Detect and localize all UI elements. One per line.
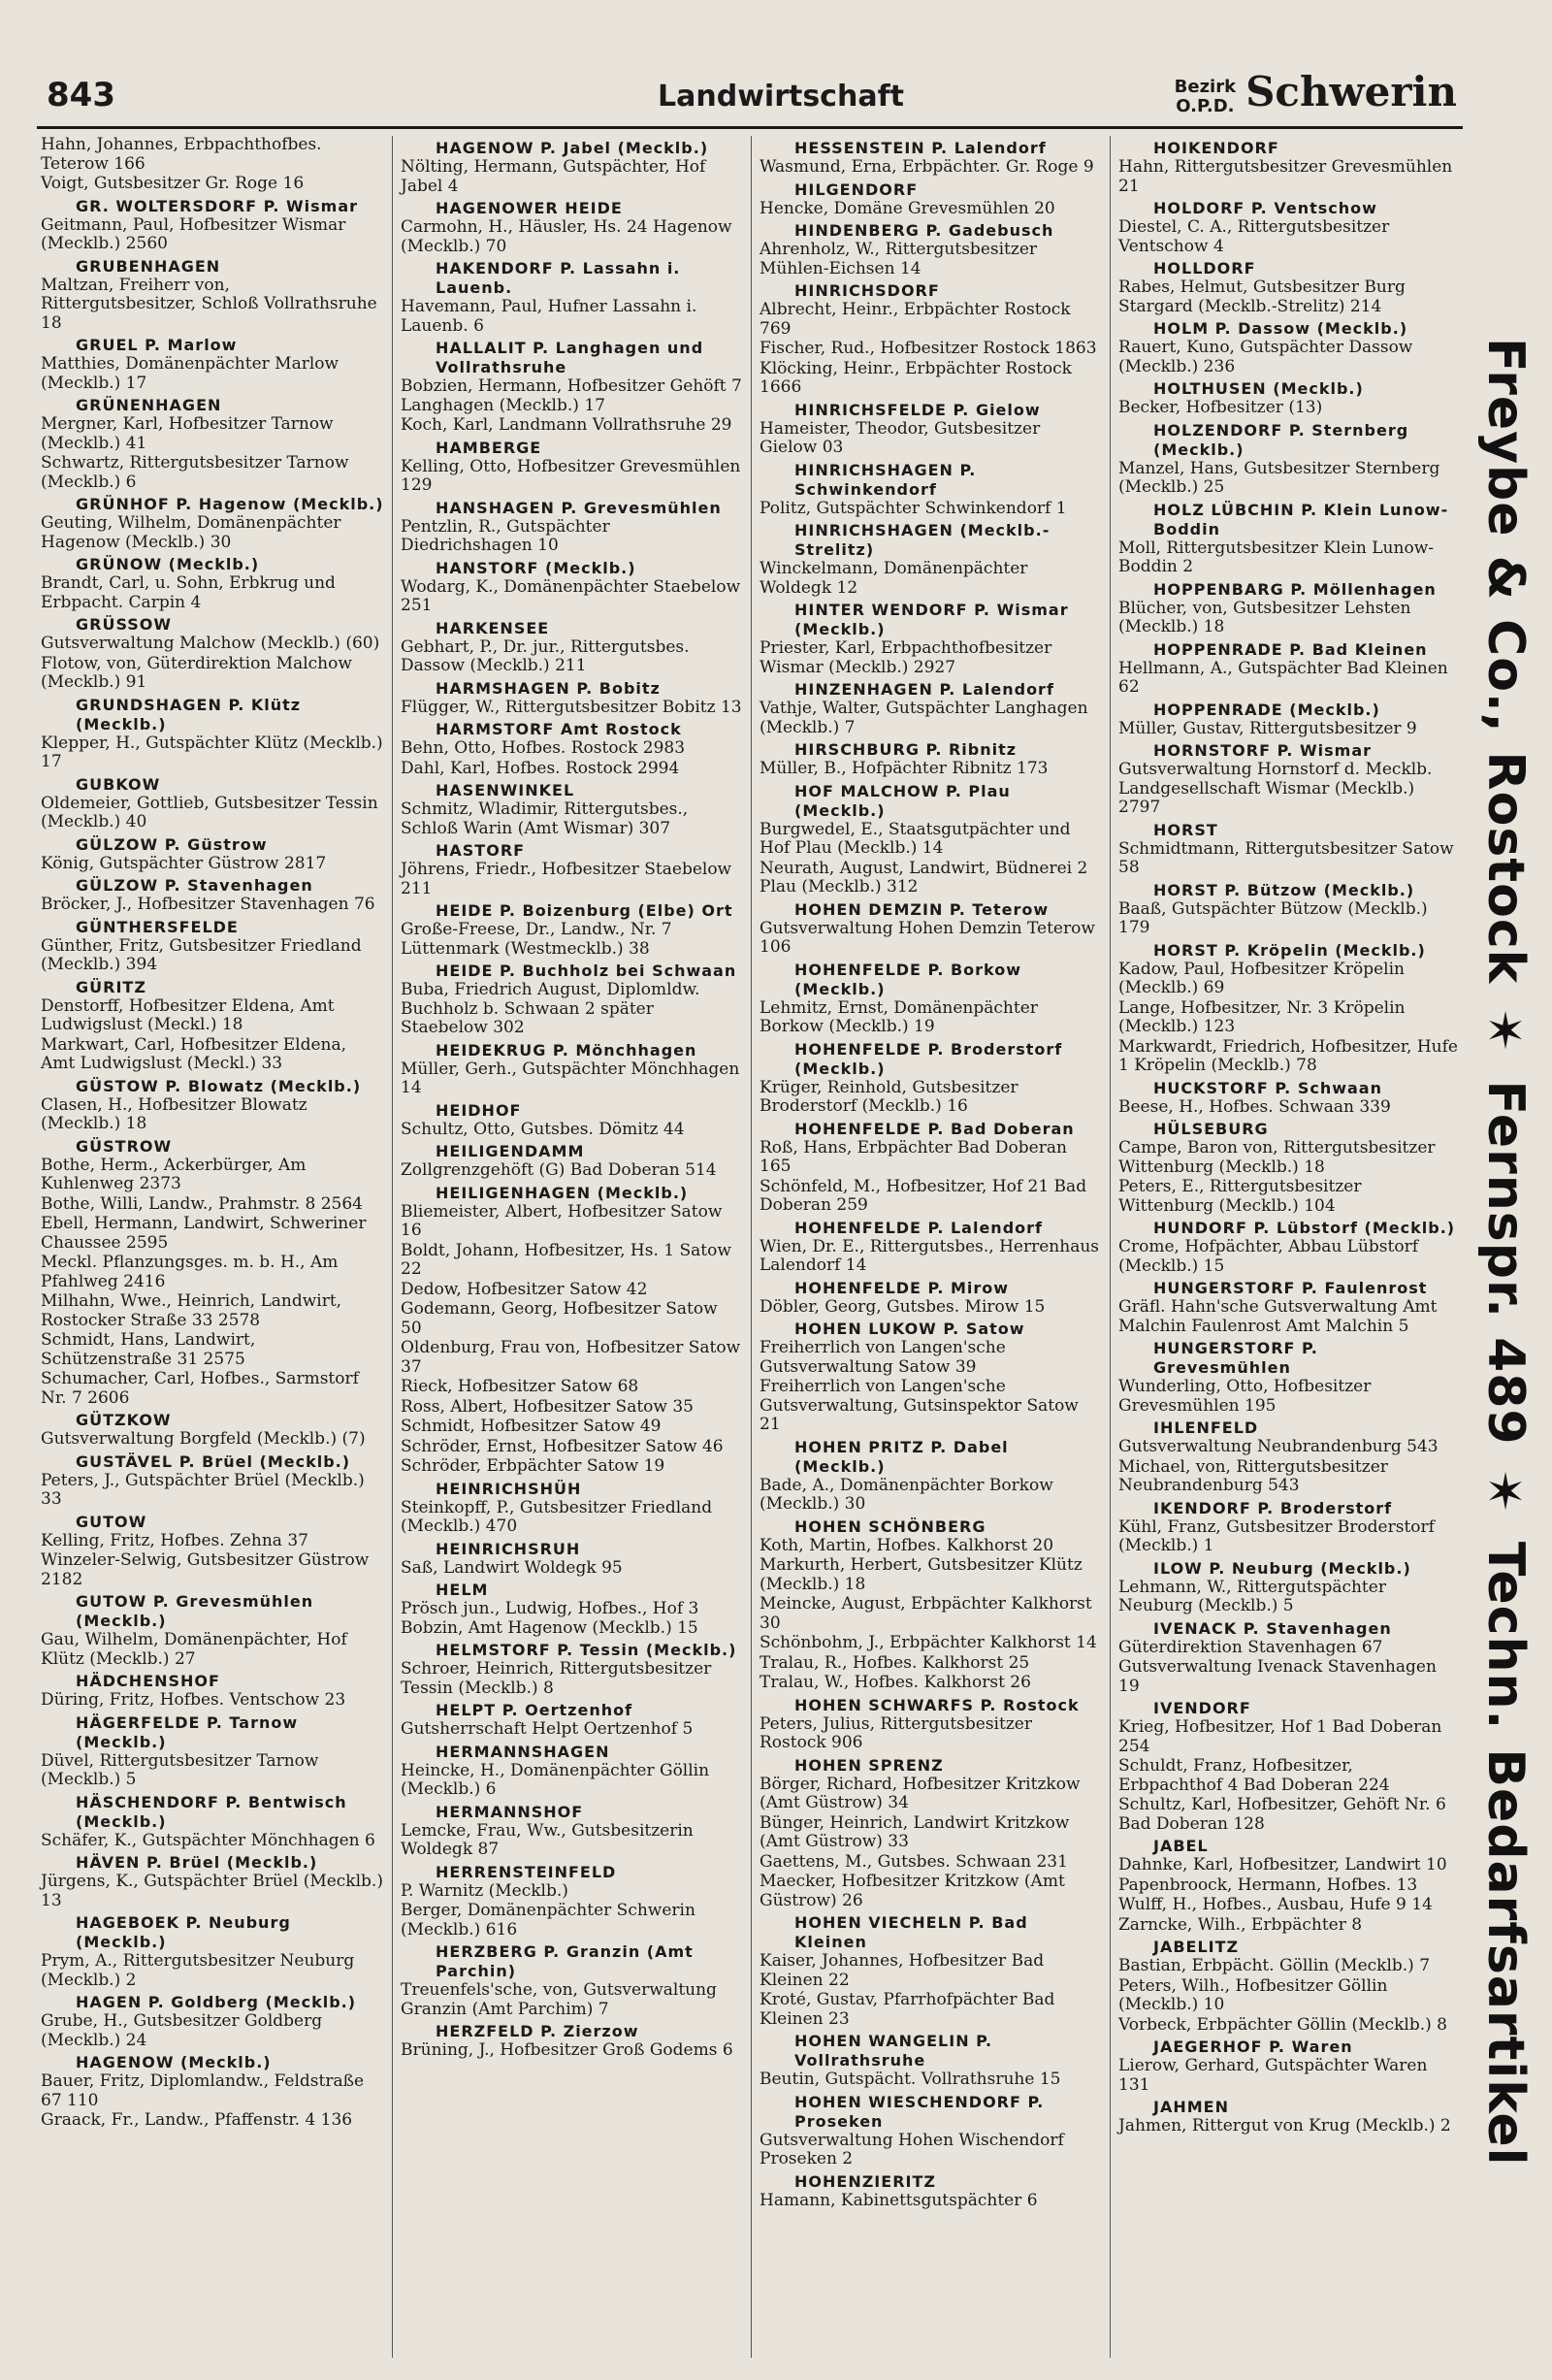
- column-1: [33, 136, 392, 2358]
- place-heading: GRUBENHAGEN: [76, 256, 221, 276]
- place-heading: HINRICHSFELDE P. Gielow: [794, 400, 1041, 419]
- directory-entry: Godemann, Georg, Hofbesitzer Satow 50: [401, 1299, 718, 1338]
- place-heading: HOHENFELDE P. Mirow: [794, 1278, 1010, 1297]
- directory-entry: Bauer, Fritz, Diplomlandw., Feldstraße 67 110: [41, 2071, 365, 2110]
- place-heading: GÜLZOW P. Stavenhagen: [76, 876, 313, 895]
- directory-entry: Kadow, Paul, Hofbesitzer Kröpelin (Mecklb.) 69: [1118, 959, 1405, 997]
- place-heading: HOPPENBARG P. Möllenhagen: [1153, 579, 1437, 599]
- directory-entry: Vathje, Walter, Gutspächter Langhagen (Mecklb.) 7: [760, 699, 1088, 737]
- place-heading: HOHENFELDE P. Lalendorf: [794, 1218, 1043, 1237]
- place-heading: HOHENFELDE P. Bad Doberan: [794, 1119, 1075, 1138]
- directory-entry: Gaettens, M., Gutsbes. Schwaan 231: [760, 1851, 1068, 1872]
- place-heading: HOHEN WIESCHENDORF P. Proseken: [794, 2092, 1045, 2131]
- directory-columns: [33, 136, 1469, 2358]
- directory-entry: Dedow, Hofbesitzer Satow 42: [401, 1279, 648, 1299]
- place-heading: HEIDEKRUG P. Mönchhagen: [436, 1040, 697, 1060]
- directory-entry: Flügger, W., Rittergutsbesitzer Bobitz 13: [401, 697, 742, 717]
- directory-entry: Lemcke, Frau, Ww., Gutsbesitzerin Woldegk 87: [401, 1820, 694, 1859]
- place-heading: GUSTÄVEL P. Brüel (Mecklb.): [76, 1451, 351, 1471]
- place-heading: JAHMEN: [1153, 2098, 1229, 2116]
- place-heading: HÄDCHENSHOF: [76, 1672, 220, 1690]
- place-heading: HILGENDORF: [794, 179, 919, 199]
- place-heading: HINDENBERG P. Gadebusch: [794, 221, 1054, 240]
- directory-entry: Koth, Martin, Hofbes. Kalkhorst 20: [760, 1535, 1054, 1555]
- advertisement-sidebar: [1467, 146, 1544, 2358]
- directory-entry: Kelling, Otto, Hofbesitzer Grevesmühlen 129: [401, 456, 741, 495]
- place-heading: HUNDORF P. Lübstorf (Mecklb.): [1153, 1219, 1456, 1237]
- place-heading: GRUEL P. Marlow: [76, 336, 238, 354]
- directory-entry: Schultz, Otto, Gutsbes. Dömitz 44: [401, 1119, 685, 1139]
- directory-entry: Geuting, Wilhelm, Domänenpächter Hagenow (Mecklb.) 30: [41, 513, 341, 552]
- place-heading: HERZBERG P. Granzin (Amt Parchin): [436, 1942, 694, 1980]
- directory-entry: Peters, Wilh., Hofbesitzer Göllin (Mecklb.) 10: [1118, 1975, 1388, 2014]
- directory-entry: Meincke, August, Erbpächter Kalkhorst 30: [760, 1594, 1092, 1633]
- place-heading: HOHEN SPRENZ: [794, 1755, 944, 1775]
- place-heading: HEINRICHSRUH: [436, 1539, 581, 1558]
- directory-entry: Dahnke, Karl, Hofbesitzer, Landwirt 10: [1118, 1855, 1447, 1875]
- directory-entry: Voigt, Gutsbesitzer Gr. Roge 16: [41, 174, 305, 193]
- place-heading: HINRICHSDORF: [794, 281, 940, 300]
- directory-entry: Müller, Gerh., Gutspächter Mönchhagen 14: [401, 1059, 740, 1097]
- place-heading: HUNGERSTORF P. Grevesmühlen: [1153, 1339, 1318, 1377]
- directory-entry: Pentzlin, R., Gutspächter Diedrichshagen 10: [401, 516, 610, 555]
- directory-entry: Krieg, Hofbesitzer, Hof 1 Bad Doberan 254: [1118, 1717, 1442, 1756]
- directory-entry: Bröcker, J., Hofbesitzer Stavenhagen 76: [41, 895, 375, 914]
- directory-entry: Bobzien, Hermann, Hofbesitzer Gehöft 7 Langhagen (Mecklb.) 17: [401, 376, 742, 415]
- place-heading: GRÜNHOF P. Hagenow (Mecklb.): [76, 495, 384, 513]
- place-heading: IVENACK P. Stavenhagen: [1153, 1618, 1392, 1638]
- directory-entry: Kühl, Franz, Gutsbesitzer Broderstorf (Mecklb.) 1: [1118, 1516, 1435, 1555]
- directory-entry: Oldemeier, Gottlieb, Gutsbesitzer Tessin (Mecklb.) 40: [41, 793, 378, 831]
- place-heading: HEIDE P. Buchholz bei Schwaan: [436, 962, 737, 980]
- place-heading: HAKENDORF P. Lassahn i. Lauenb.: [436, 259, 681, 297]
- place-heading: IKENDORF P. Broderstorf: [1153, 1498, 1393, 1517]
- directory-entry: Ahrenholz, W., Rittergutsbesitzer Mühlen-Eichsen 14: [760, 240, 1038, 278]
- directory-entry: Moll, Rittergutsbesitzer Klein Lunow-Boddin 2: [1118, 538, 1434, 576]
- place-heading: HOHEN WANGELIN P. Vollrathsruhe: [794, 2032, 993, 2070]
- place-heading: HUNGERSTORF P. Faulenrost: [1153, 1279, 1428, 1297]
- place-heading: GUTOW P. Grevesmühlen (Mecklb.): [76, 1592, 314, 1630]
- directory-entry: Mergner, Karl, Hofbesitzer Tarnow (Mecklb.) 41: [41, 414, 334, 453]
- directory-entry: Düvel, Rittergutsbesitzer Tarnow (Mecklb.) 5: [41, 1750, 319, 1789]
- directory-entry: Matthies, Domänenpächter Marlow (Mecklb.) 17: [41, 354, 340, 393]
- directory-entry: Lierow, Gerhard, Gutspächter Waren 131: [1118, 2056, 1428, 2095]
- directory-entry: Bliemeister, Albert, Hofbesitzer Satow 16: [401, 1201, 723, 1240]
- place-heading: HÜLSEBURG: [1153, 1120, 1269, 1138]
- directory-entry: Schmidt, Hans, Landwirt, Schützenstraße 31 2575: [41, 1330, 256, 1369]
- directory-entry: Zollgrenzgehöft (G) Bad Doberan 514: [401, 1160, 717, 1180]
- directory-entry: Jahmen, Rittergut von Krug (Mecklb.) 2: [1118, 2116, 1451, 2135]
- directory-entry: Buba, Friedrich August, Diplomldw. Buchholz b. Schwaan 2 später Staebelow 302: [401, 980, 700, 1037]
- directory-entry: Nölting, Hermann, Gutspächter, Hof Jabel 4: [401, 157, 706, 196]
- directory-entry: Fischer, Rud., Hofbesitzer Rostock 1863: [760, 339, 1097, 358]
- directory-entry: Gau, Wilhelm, Domänenpächter, Hof Klütz (Mecklb.) 27: [41, 1630, 347, 1669]
- directory-entry: Winckelmann, Domänenpächter Woldegk 12: [760, 559, 1028, 598]
- directory-entry: Vorbeck, Erbpächter Göllin (Mecklb.) 8: [1118, 2014, 1447, 2035]
- directory-entry: Carmohn, H., Häusler, Hs. 24 Hagenow (Mecklb.) 70: [401, 217, 732, 256]
- place-heading: HOIKENDORF: [1153, 139, 1279, 157]
- directory-entry: Wodarg, K., Domänenpächter Staebelow 251: [401, 576, 741, 615]
- place-heading: HÄSCHENDORF P. Bentwisch (Mecklb.): [76, 1792, 347, 1831]
- directory-entry: Hellmann, A., Gutspächter Bad Kleinen 62: [1118, 658, 1448, 697]
- directory-entry: Zarncke, Wilh., Erbpächter 8: [1118, 1914, 1363, 1935]
- directory-entry: Berger, Domänenpächter Schwerin (Mecklb.) 616: [401, 1901, 695, 1940]
- directory-entry: Prym, A., Rittergutsbesitzer Neuburg (Mecklb.) 2: [41, 1951, 355, 1990]
- place-heading: HOLM P. Dassow (Mecklb.): [1153, 319, 1408, 338]
- column-3: [751, 136, 1110, 2358]
- place-heading: HOHEN VIECHELN P. Bad Kleinen: [794, 1913, 1028, 1951]
- place-heading: JABEL: [1153, 1837, 1209, 1855]
- directory-entry: Schmidtmann, Rittergutsbesitzer Satow 58: [1118, 838, 1454, 877]
- directory-entry: Müller, Gustav, Rittergutsbesitzer 9: [1118, 718, 1417, 738]
- place-heading: GRÜSSOW: [76, 615, 173, 634]
- directory-entry: Wasmund, Erna, Erbpächter. Gr. Roge 9: [760, 157, 1094, 177]
- place-heading: HAGENOW (Mecklb.): [76, 2053, 272, 2071]
- directory-entry: Günther, Fritz, Gutsbesitzer Friedland (Mecklb.) 394: [41, 935, 362, 974]
- directory-entry: Güterdirektion Stavenhagen 67: [1118, 1637, 1383, 1657]
- directory-entry: Geitmann, Paul, Hofbesitzer Wismar (Mecklb.) 2560: [41, 214, 346, 253]
- place-heading: HAGENOWER HEIDE: [436, 199, 623, 217]
- directory-entry: Schönbohm, J., Erbpächter Kalkhorst 14: [760, 1633, 1097, 1652]
- directory-entry: Maecker, Hofbesitzer Kritzkow (Amt Güstrow) 26: [760, 1872, 1065, 1910]
- directory-entry: Krüger, Reinhold, Gutsbesitzer Broderstorf (Mecklb.) 16: [760, 1077, 1018, 1116]
- directory-entry: Havemann, Paul, Hufner Lassahn i. Lauenb. 6: [401, 297, 697, 336]
- directory-entry: Brandt, Carl, u. Sohn, Erbkrug und Erbpacht. Carpin 4: [41, 573, 336, 612]
- place-heading: HAMBERGE: [436, 438, 542, 457]
- place-heading: HINZENHAGEN P. Lalendorf: [794, 680, 1054, 699]
- directory-entry: Große-Freese, Dr., Landw., Nr. 7 Lüttenmark (Westmecklb.) 38: [401, 920, 672, 959]
- directory-entry: Hahn, Rittergutsbesitzer Grevesmühlen 21: [1118, 157, 1453, 196]
- directory-entry: Manzel, Hans, Gutsbesitzer Sternberg (Mecklb.) 25: [1118, 458, 1440, 497]
- place-heading: HOPPENRADE (Mecklb.): [1153, 700, 1380, 719]
- directory-entry: Kaiser, Johannes, Hofbesitzer Bad Kleinen 22: [760, 1951, 1045, 1990]
- place-heading: HANSTORF (Mecklb.): [436, 558, 636, 577]
- directory-entry: Wunderling, Otto, Hofbesitzer Grevesmühlen 195: [1118, 1377, 1372, 1416]
- directory-entry: Oldenburg, Frau von, Hofbesitzer Satow 37: [401, 1338, 741, 1377]
- directory-entry: Neurath, August, Landwirt, Büdnerei 2 Plau (Mecklb.) 312: [760, 858, 1088, 897]
- place-heading: GÜNTHERSFELDE: [76, 917, 239, 936]
- place-heading: HARMSHAGEN P. Bobitz: [436, 678, 661, 698]
- page-header: [37, 68, 1463, 129]
- region-label: [1175, 78, 1236, 116]
- directory-entry: Klepper, H., Gutspächter Klütz (Mecklb.) 17: [41, 733, 383, 771]
- place-heading: GÜSTROW: [76, 1136, 173, 1156]
- directory-entry: Maltzan, Freiherr von, Rittergutsbesitzer, Schloß Vollrathsruhe 18: [41, 275, 377, 333]
- directory-entry: Schönfeld, M., Hofbesitzer, Hof 21 Bad Doberan 259: [760, 1176, 1087, 1215]
- place-heading: IVENDORF: [1153, 1699, 1251, 1717]
- directory-entry: Saß, Landwirt Woldegk 95: [401, 1557, 623, 1578]
- directory-entry: Peters, Julius, Rittergutsbesitzer Rostock 906: [760, 1713, 1032, 1752]
- place-heading: HOHEN PRITZ P. Dabel (Mecklb.): [794, 1437, 1009, 1476]
- directory-entry: Jürgens, K., Gutspächter Brüel (Mecklb.) 13: [41, 1872, 383, 1910]
- directory-entry: Hamann, Kabinettsgutspächter 6: [760, 2190, 1038, 2210]
- directory-entry: Beese, H., Hofbes. Schwaan 339: [1118, 1096, 1391, 1117]
- place-heading: GR. WOLTERSDORF P. Wismar: [76, 196, 359, 215]
- place-heading: HEILIGENHAGEN (Mecklb.): [436, 1183, 689, 1202]
- directory-entry: Ross, Albert, Hofbesitzer Satow 35: [401, 1396, 694, 1417]
- directory-entry: Jöhrens, Friedr., Hofbesitzer Staebelow 211: [401, 860, 732, 898]
- place-heading: HOPPENRADE P. Bad Kleinen: [1153, 639, 1428, 659]
- directory-entry: Milhahn, Wwe., Heinrich, Landwirt, Rostocker Straße 33 2578: [41, 1291, 342, 1330]
- directory-entry: Albrecht, Heinr., Erbpächter Rostock 769: [760, 300, 1071, 339]
- directory-entry: Roß, Hans, Erbpächter Bad Doberan 165: [760, 1137, 1067, 1176]
- place-heading: HOF MALCHOW P. Plau (Mecklb.): [794, 781, 1011, 820]
- directory-entry: Rabes, Helmut, Gutsbesitzer Burg Stargard (Mecklb.-Strelitz) 214: [1118, 277, 1406, 316]
- directory-entry: Müller, B., Hofpächter Ribnitz 173: [760, 759, 1049, 778]
- place-heading: GÜRITZ: [76, 977, 146, 996]
- place-heading: HERMANNSHOF: [436, 1802, 584, 1821]
- place-heading: HOHENFELDE P. Broderstorf (Mecklb.): [794, 1039, 1063, 1078]
- directory-entry: P. Warnitz (Mecklb.): [401, 1880, 568, 1901]
- region-label-line-2: O.P.D.: [1176, 96, 1235, 116]
- directory-entry: Treuenfels'sche, von, Gutsverwaltung Granzin (Amt Parchim) 7: [401, 1980, 717, 2019]
- place-heading: HAGEN P. Goldberg (Mecklb.): [76, 1993, 357, 2011]
- directory-entry: Düring, Fritz, Hofbes. Ventschow 23: [41, 1690, 346, 1710]
- directory-entry: Börger, Richard, Hofbesitzer Kritzkow (Amt Güstrow) 34: [760, 1774, 1081, 1812]
- directory-entry: Hencke, Domäne Grevesmühlen 20: [760, 198, 1055, 218]
- directory-entry: Bothe, Herm., Ackerbürger, Am Kuhlenweg 2373: [41, 1155, 307, 1193]
- place-heading: HEIDE P. Boizenburg (Elbe) Ort: [436, 901, 733, 920]
- place-heading: GRÜNENHAGEN: [76, 396, 222, 414]
- place-heading: HASENWINKEL: [436, 781, 575, 799]
- directory-entry: Michael, von, Rittergutsbesitzer Neubrandenburg 543: [1118, 1456, 1388, 1495]
- directory-entry: Gutsverwaltung Borgfeld (Mecklb.) (7): [41, 1429, 366, 1449]
- directory-entry: Lehmann, W., Rittergutspächter Neuburg (Mecklb.) 5: [1118, 1577, 1386, 1615]
- place-heading: GRUNDSHAGEN P. Klütz (Mecklb.): [76, 695, 302, 734]
- directory-entry: Gutsverwaltung Hohen Wischendorf Proseken 2: [760, 2130, 1064, 2168]
- directory-entry: Gutsverwaltung Ivenack Stavenhagen 19: [1118, 1657, 1437, 1696]
- directory-entry: Brüning, J., Hofbesitzer Groß Godems 6: [401, 2040, 733, 2060]
- directory-entry: Schumacher, Carl, Hofbes., Sarmstorf Nr. 7 2606: [41, 1369, 359, 1408]
- place-heading: HOHEN LUKOW P. Satow: [794, 1320, 1025, 1338]
- place-heading: HARKENSEE: [436, 618, 550, 637]
- directory-entry: Markwart, Carl, Hofbesitzer Eldena, Amt Ludwigslust (Meckl.) 33: [41, 1034, 347, 1073]
- directory-entry: Kelling, Fritz, Hofbes. Zehna 37: [41, 1530, 308, 1550]
- place-heading: HERRENSTEINFELD: [436, 1862, 617, 1881]
- directory-entry: Bade, A., Domänenpächter Borkow (Mecklb.) 30: [760, 1475, 1053, 1514]
- directory-entry: Hameister, Theodor, Gutsbesitzer Gielow 03: [760, 418, 1041, 457]
- section-title: Landwirtschaft: [658, 80, 904, 114]
- directory-entry: Denstorff, Hofbesitzer Eldena, Amt Ludwigslust (Meckl.) 18: [41, 995, 335, 1034]
- directory-entry: Gutsverwaltung Hohen Demzin Teterow 106: [760, 918, 1095, 957]
- directory-entry: Döbler, Georg, Gutsbes. Mirow 15: [760, 1296, 1046, 1317]
- directory-entry: Schuldt, Franz, Hofbesitzer, Erbpachthof 4 Bad Doberan 224: [1118, 1756, 1390, 1795]
- place-heading: HOLTHUSEN (Mecklb.): [1153, 379, 1364, 398]
- directory-entry: Clasen, H., Hofbesitzer Blowatz (Mecklb.) 18: [41, 1094, 307, 1133]
- directory-entry: Gebhart, P., Dr. jur., Rittergutsbes. Dassow (Mecklb.) 211: [401, 636, 690, 675]
- place-heading: HOLLDORF: [1153, 259, 1256, 277]
- place-heading: HALLALIT P. Langhagen und Vollrathsruhe: [436, 339, 704, 376]
- place-heading: HÄGERFELDE P. Tarnow (Mecklb.): [76, 1712, 299, 1751]
- directory-entry: Campe, Baron von, Rittergutsbesitzer Wittenburg (Mecklb.) 18: [1118, 1138, 1436, 1177]
- directory-entry: Kroté, Gustav, Pfarrhofpächter Bad Kleinen 23: [760, 1990, 1055, 2029]
- directory-entry: König, Gutspächter Güstrow 2817: [41, 853, 327, 873]
- directory-entry: Markurth, Herbert, Gutsbesitzer Klütz (Mecklb.) 18: [760, 1555, 1083, 1594]
- place-heading: HELM: [436, 1581, 489, 1599]
- directory-entry: Lehmitz, Ernst, Domänenpächter Borkow (Mecklb.) 19: [760, 997, 1038, 1036]
- directory-entry: Diestel, C. A., Rittergutsbesitzer Ventschow 4: [1118, 217, 1390, 256]
- place-heading: JABELITZ: [1153, 1938, 1240, 1956]
- directory-entry: Wulff, H., Hofbes., Ausbau, Hufe 9 14: [1118, 1895, 1433, 1914]
- advertisement-text: Freybe & Co., Rostock ✶ Fernspr. 489 ✶ Techn. Bedarfsartikel: [1476, 337, 1535, 2167]
- directory-entry: Winzeler-Selwig, Gutsbesitzer Güstrow 2182: [41, 1550, 370, 1589]
- place-heading: HORST P. Kröpelin (Mecklb.): [1153, 940, 1426, 960]
- place-heading: GRÜNOW (Mecklb.): [76, 555, 260, 573]
- directory-entry: Schröder, Erbpächter Satow 19: [401, 1456, 665, 1476]
- directory-entry: Bastian, Erbpächt. Göllin (Mecklb.) 7: [1118, 1956, 1431, 1975]
- place-heading: JAEGERHOF P. Waren: [1153, 2038, 1353, 2056]
- directory-entry: Dahl, Karl, Hofbes. Rostock 2994: [401, 758, 680, 778]
- directory-entry: Peters, E., Rittergutsbesitzer Wittenburg (Mecklb.) 104: [1118, 1177, 1362, 1216]
- directory-entry: Ebell, Hermann, Landwirt, Schweriner Chaussee 2595: [41, 1214, 367, 1253]
- place-heading: HOHEN DEMZIN P. Teterow: [794, 899, 1050, 919]
- place-heading: HEINRICHSHÜH: [436, 1479, 582, 1498]
- place-heading: GUTOW: [76, 1512, 147, 1531]
- place-heading: GÜTZKOW: [76, 1411, 172, 1429]
- directory-entry: Wien, Dr. E., Rittergutsbes., Herrenhaus Lalendorf 14: [760, 1236, 1100, 1275]
- directory-entry: Lange, Hofbesitzer, Nr. 3 Kröpelin (Mecklb.) 123: [1118, 997, 1406, 1036]
- directory-entry: Steinkopff, P., Gutsbesitzer Friedland (Mecklb.) 470: [401, 1497, 713, 1536]
- directory-entry: Tralau, R., Hofbes. Kalkhorst 25: [760, 1652, 1030, 1673]
- directory-entry: Rieck, Hofbesitzer Satow 68: [401, 1377, 639, 1396]
- place-heading: HARMSTORF Amt Rostock: [436, 720, 682, 738]
- place-heading: HOLDORF P. Ventschow: [1153, 199, 1377, 217]
- place-heading: HESSENSTEIN P. Lalendorf: [794, 139, 1047, 157]
- directory-entry: Klöcking, Heinr., Erbpächter Rostock 1666: [760, 358, 1072, 397]
- column-2: [392, 136, 751, 2358]
- directory-entry: Beutin, Gutspächt. Vollrathsruhe 15: [760, 2070, 1061, 2089]
- region-name: Schwerin: [1245, 68, 1457, 115]
- directory-entry: Grube, H., Gutsbesitzer Goldberg (Mecklb.) 24: [41, 2011, 323, 2050]
- place-heading: HOHEN SCHWARFS P. Rostock: [794, 1695, 1080, 1714]
- column-4: [1110, 136, 1469, 2358]
- directory-entry: Gutsverwaltung Hornstorf d. Mecklb. Landgesellschaft Wismar (Mecklb.) 2797: [1118, 760, 1433, 817]
- page-number: 843: [47, 76, 115, 114]
- region-label-line-1: Bezirk: [1174, 77, 1237, 97]
- directory-entry: Papenbroock, Hermann, Hofbes. 13: [1118, 1875, 1418, 1895]
- place-heading: HORST P. Bützow (Mecklb.): [1153, 880, 1415, 899]
- place-heading: HORNSTORF P. Wismar: [1153, 741, 1373, 760]
- place-heading: HIRSCHBURG P. Ribnitz: [794, 740, 1018, 759]
- directory-entry: Schäfer, K., Gutspächter Mönchhagen 6: [41, 1830, 375, 1850]
- place-heading: GÜSTOW P. Blowatz (Mecklb.): [76, 1076, 362, 1095]
- place-heading: GÜLZOW P. Güstrow: [76, 834, 268, 854]
- directory-entry: Freiherrlich von Langen'sche Gutsverwaltung, Gutsinspektor Satow 21: [760, 1377, 1079, 1434]
- place-heading: HINRICHSHAGEN P. Schwinkendorf: [794, 460, 977, 499]
- directory-entry: Heincke, H., Domänenpächter Göllin (Mecklb.) 6: [401, 1760, 710, 1799]
- place-heading: HOLZ LÜBCHIN P. Klein Lunow-Boddin: [1153, 500, 1449, 538]
- directory-entry: Prösch jun., Ludwig, Hofbes., Hof 3 Bobzin, Amt Hagenow (Mecklb.) 15: [401, 1599, 699, 1638]
- place-heading: HOLZENDORF P. Sternberg (Mecklb.): [1153, 420, 1409, 459]
- directory-entry: Schroer, Heinrich, Rittergutsbesitzer Tessin (Mecklb.) 8: [401, 1659, 712, 1698]
- directory-entry: Gutsherrschaft Helpt Oertzenhof 5: [401, 1719, 694, 1739]
- place-heading: HOHENFELDE P. Borkow (Mecklb.): [794, 960, 1022, 998]
- place-heading: HINTER WENDORF P. Wismar (Mecklb.): [794, 601, 1069, 638]
- directory-entry: Freiherrlich von Langen'sche Gutsverwaltung Satow 39: [760, 1338, 1006, 1377]
- place-heading: HORST: [1153, 820, 1218, 839]
- place-heading: HINRICHSHAGEN (Mecklb.-Strelitz): [794, 521, 1051, 559]
- place-heading: HELPT P. Oertzenhof: [436, 1701, 633, 1719]
- directory-entry: Politz, Gutspächter Schwinkendorf 1: [760, 498, 1067, 518]
- place-heading: HOHEN SCHÖNBERG: [794, 1516, 986, 1536]
- place-heading: HERZFELD P. Zierzow: [436, 2022, 639, 2040]
- directory-entry: Boldt, Johann, Hofbesitzer, Hs. 1 Satow 22: [401, 1240, 731, 1279]
- directory-entry: Schmidt, Hofbesitzer Satow 49: [401, 1417, 662, 1436]
- place-heading: ILOW P. Neuburg (Mecklb.): [1153, 1558, 1411, 1578]
- directory-entry: Flotow, von, Güterdirektion Malchow (Mecklb.) 91: [41, 653, 352, 692]
- directory-entry: Schmitz, Wladimir, Rittergutsbes., Schloß Warin (Amt Wismar) 307: [401, 799, 689, 838]
- directory-entry: Crome, Hofpächter, Abbau Lübstorf (Mecklb.) 15: [1118, 1237, 1419, 1276]
- directory-entry: Behn, Otto, Hofbes. Rostock 2983: [401, 738, 686, 758]
- region-block: [1175, 68, 1457, 116]
- directory-entry: Koch, Karl, Landmann Vollrathsruhe 29: [401, 415, 732, 435]
- directory-entry: Burgwedel, E., Staatsgutpächter und Hof Plau (Mecklb.) 14: [760, 819, 1071, 858]
- place-heading: HERMANNSHAGEN: [436, 1742, 610, 1761]
- directory-entry: Schwartz, Rittergutsbesitzer Tarnow (Mecklb.) 6: [41, 453, 349, 492]
- directory-entry: Becker, Hofbesitzer (13): [1118, 398, 1323, 417]
- directory-entry: Gräfl. Hahn'sche Gutsverwaltung Amt Malchin Faulenrost Amt Malchin 5: [1118, 1297, 1438, 1336]
- directory-entry: Gutsverwaltung Neubrandenburg 543: [1118, 1437, 1439, 1456]
- directory-entry: Bothe, Willi, Landw., Prahmstr. 8 2564: [41, 1193, 363, 1214]
- directory-entry: Gutsverwaltung Malchow (Mecklb.) (60): [41, 634, 380, 653]
- place-heading: GUBKOW: [76, 774, 161, 794]
- directory-entry: Markwardt, Friedrich, Hofbesitzer, Hufe 1 Kröpelin (Mecklb.) 78: [1118, 1036, 1458, 1075]
- directory-entry: Rauert, Kuno, Gutspächter Dassow (Mecklb.) 236: [1118, 338, 1413, 376]
- directory-entry: Baaß, Gutspächter Bützow (Mecklb.) 179: [1118, 898, 1428, 937]
- directory-entry: Meckl. Pflanzungsges. m. b. H., Am Pfahlweg 2416: [41, 1253, 339, 1291]
- place-heading: HEIDHOF: [436, 1100, 522, 1120]
- directory-entry: Bünger, Heinrich, Landwirt Kritzkow (Amt Güstrow) 33: [760, 1812, 1070, 1851]
- place-heading: IHLENFELD: [1153, 1418, 1259, 1437]
- place-heading: HANSHAGEN P. Grevesmühlen: [436, 498, 722, 517]
- place-heading: HÄVEN P. Brüel (Mecklb.): [76, 1853, 318, 1872]
- directory-entry: Priester, Karl, Erbpachthofbesitzer Wismar (Mecklb.) 2927: [760, 638, 1052, 677]
- place-heading: HOHENZIERITZ: [794, 2171, 936, 2191]
- place-heading: HAGEBOEK P. Neuburg (Mecklb.): [76, 1913, 291, 1951]
- place-heading: HUCKSTORF P. Schwaan: [1153, 1078, 1382, 1097]
- directory-entry: Graack, Fr., Landw., Pfaffenstr. 4 136: [41, 2110, 353, 2130]
- directory-entry: Peters, J., Gutspächter Brüel (Mecklb.) 33: [41, 1470, 365, 1509]
- directory-entry: Blücher, von, Gutsbesitzer Lehsten (Mecklb.) 18: [1118, 598, 1411, 636]
- place-heading: HEILIGENDAMM: [436, 1142, 585, 1160]
- directory-entry: Hahn, Johannes, Erbpachthofbes. Teterow 166: [41, 136, 322, 174]
- directory-entry: Tralau, W., Hofbes. Kalkhorst 26: [760, 1673, 1031, 1692]
- place-heading: HELMSTORF P. Tessin (Mecklb.): [436, 1641, 737, 1659]
- place-heading: HASTORF: [436, 841, 526, 860]
- directory-entry: Schröder, Ernst, Hofbesitzer Satow 46: [401, 1436, 724, 1456]
- place-heading: HAGENOW P. Jabel (Mecklb.): [436, 139, 709, 157]
- directory-entry: Schultz, Karl, Hofbesitzer, Gehöft Nr. 6 Bad Doberan 128: [1118, 1795, 1446, 1834]
